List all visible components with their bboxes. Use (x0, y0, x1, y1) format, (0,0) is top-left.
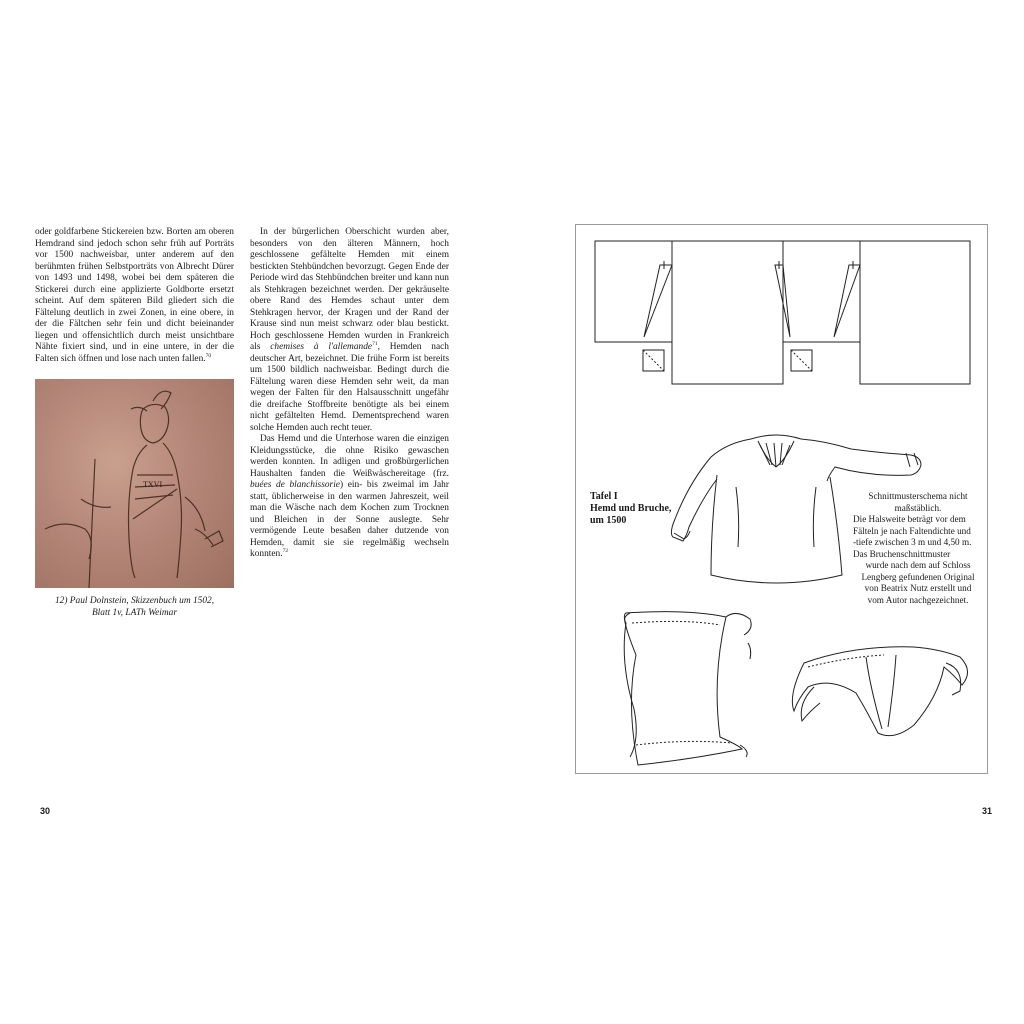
shirt-pattern (595, 241, 970, 384)
paragraph-text: oder goldfarbene Stickereien bzw. Borten am oberen Hemdrand sind jedoch schon sehr früh auf Porträts vor 1500 nachweisbar, unter anderem auf den berühmten frühen Selbstporträts von Albrecht Dürer von 1493 und 1498, wobei bei dem späteren die Stickerei durch eine applizierte Goldborte ersetzt scheint. Auf dem späteren Bild gliedert sich die Fältelung deutlich in zwei Zonen, in eine obere, in der die Fältchen sehr fein und dicht beieinander liegen und offensichtlich durch meist unsichtbare Nähte fixiert sind, und in eine untere, in der die Falten sich öffnen und lose nach unten fallen. (35, 227, 234, 364)
note-line: Fälteln je nach Faltendichte und (853, 525, 971, 536)
pattern-plate (575, 224, 988, 774)
note-line: Lengberg gefundenen Original (861, 571, 975, 582)
caption-line-2: Blatt 1v, LATh Weimar (91, 607, 178, 618)
paragraph-text: ) ein- bis zweimal im Jahr statt, üblicherweise in den warmen Jahreszeit, weil man die Wäsche nach dem Kochen zum Trocknen und Bleichen in der Sonne auslegte. Sehr vermögende Leute besaßen daher dutzende von Hemden, damit sie sie regelmäßig wechseln konnten. (250, 480, 449, 559)
gusset-center (834, 265, 860, 337)
footnote-ref: 71 (372, 340, 378, 347)
sketch-drawing (35, 379, 234, 588)
note-line: Schnittmusterschema nicht (868, 491, 968, 501)
italic-term: chemises à l'allemande (270, 342, 373, 352)
gusset-left (644, 265, 672, 337)
plate-title-line-2: Hemd und Bruche, (590, 503, 672, 514)
body-piece-left (672, 241, 783, 384)
plate-title-line-3: um 1500 (590, 515, 627, 526)
figure-inscription: TXVI (143, 480, 163, 489)
bruche-unfolded (624, 612, 751, 765)
note-line: Die Halsweite beträgt vor dem (853, 514, 966, 524)
sleeve-piece-left (595, 241, 672, 342)
italic-term: buées de blanchissorie (250, 480, 340, 490)
plate-title-line-1: Tafel I (590, 491, 618, 502)
page-number-right: 31 (982, 806, 993, 816)
note-line: maßstäblich. (894, 502, 942, 513)
note-line: von Beatrix Nutz erstellt und (864, 583, 972, 593)
plate-title (590, 491, 700, 527)
sleeve-piece-right (783, 241, 860, 342)
plate-note (853, 491, 983, 606)
footnote-ref: 72 (282, 547, 289, 554)
paragraph-text: , Hemden nach deutscher Art, bezeichnet. Die frühe Form ist bereits um 1500 bildlich nachweisbar. Bedingt durch die Fältelung waren diese Hemden sehr weit, da man wegen der Falten für den Halsausschnitt ungefähr die dreifache Stoffbreite benötigte als bei einem nicht gefältelten Hemd. Dementsprechend waren solche Hemden auch recht teuer. (250, 342, 449, 433)
page-number-left: 30 (40, 806, 51, 816)
footnote-ref: 70 (205, 352, 212, 359)
body-piece-right (860, 241, 970, 384)
body-paragraph (35, 227, 234, 365)
paragraph-text: Das Hemd und die Unterhose waren die einzigen Kleidungsstücke, die ohne Risiko gewaschen werden konnten. In adligen und großbürgerlichen Haushalten fanden die Weißwäschereitage (frz. (250, 434, 449, 479)
note-line: vom Autor nachgezeichnet. (867, 594, 969, 605)
body-paragraph (250, 434, 449, 561)
note-line: wurde nach dem auf Schloss (865, 560, 971, 570)
body-paragraph (250, 227, 449, 434)
text-column-2 (250, 227, 449, 561)
text-column-1 (35, 227, 234, 365)
note-line: -tiefe zwischen 3 m und 4,50 m. (853, 537, 972, 547)
note-line: Das Bruchenschnittmuster (853, 548, 951, 559)
figure-sketch-image (35, 379, 234, 588)
bruche-worn (792, 647, 967, 736)
paragraph-text: In der bürgerlichen Oberschicht wurden aber, besonders von den älteren Männern, hoch geschlossene gefältelte Hemden mit einem bestickten Stehbündchen bevorzugt. Gegen Ende der Periode wird das Stehbündchen breiter und kann nun als Stehkragen bezeichnet werden. Der gekräuselte obere Rand des Hemdes schaut unter dem Stehkragen hervor, der Kragen und der Rand der Krause sind nun meist schwarz oder blau bestickt. Hoch geschlossene Hemden wurden in Frankreich als (250, 227, 449, 352)
figure-caption (35, 596, 234, 619)
caption-line-1: 12) Paul Dolnstein, Skizzenbuch um 1502, (54, 596, 215, 606)
